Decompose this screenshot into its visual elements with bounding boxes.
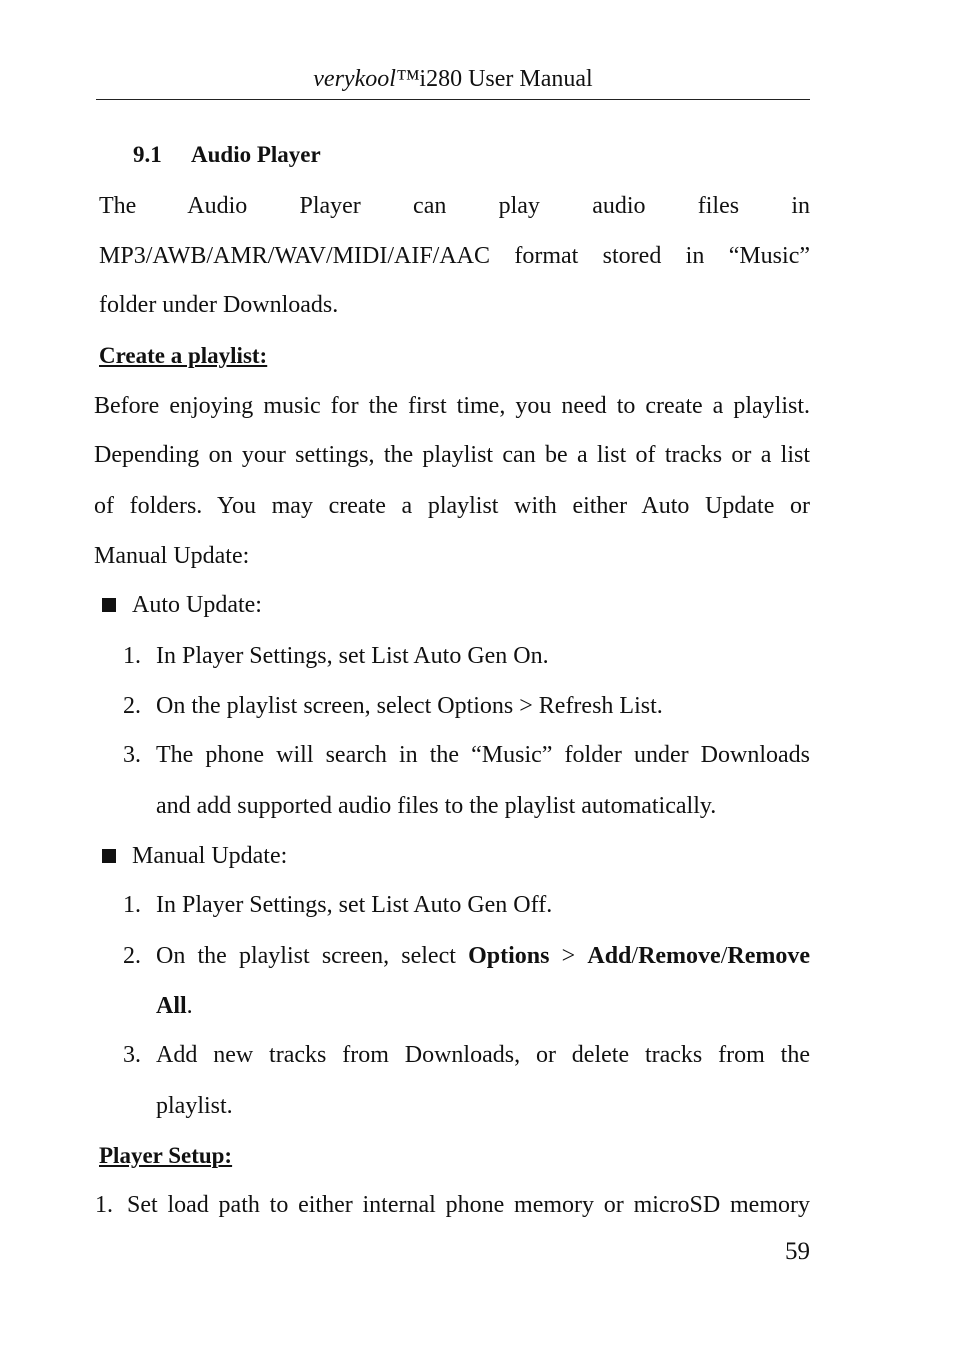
- auto-update-label: Auto Update:: [132, 592, 262, 618]
- section-number: 9.1: [133, 142, 162, 167]
- add-term: Add: [587, 943, 632, 969]
- auto-item-3-text-line-1: The phone will search in the “Music” folder under Downloads: [156, 742, 810, 768]
- header-title: i280 User Manual: [419, 66, 593, 92]
- section-heading: [133, 140, 321, 170]
- manual-item-2-number: 2.: [123, 943, 141, 969]
- manual-item-3-number: 3.: [123, 1042, 141, 1068]
- intro-line-1: The Audio Player can play audio files in: [99, 193, 811, 219]
- remove-term: Remove: [638, 943, 721, 969]
- intro-line-3: folder under Downloads.: [99, 292, 339, 318]
- header-rule: [96, 99, 810, 100]
- manual-item-3-text-line-2: playlist.: [156, 1093, 233, 1119]
- create-playlist-heading: Create a playlist:: [99, 343, 268, 368]
- create-paragraph-line-4: Manual Update:: [94, 543, 250, 569]
- manual-item-2-text-line-1: On the playlist screen, select Options > Add/Remove/Remove: [156, 943, 811, 969]
- manual-item-2-text-line-2: All.: [156, 993, 193, 1019]
- running-header: [96, 66, 810, 93]
- intro-line-2: MP3/AWB/AMR/WAV/MIDI/AIF/AAC format stored in “Music”: [99, 243, 810, 269]
- auto-item-2-text: On the playlist screen, select Options > Refresh List.: [156, 693, 663, 719]
- create-paragraph-line-3: of folders. You may create a playlist with either Auto Update or: [94, 493, 810, 519]
- square-bullet-icon: [102, 598, 116, 612]
- create-paragraph-line-2: Depending on your settings, the playlist can be a list of tracks or a list: [94, 442, 810, 468]
- auto-item-3-number: 3.: [123, 742, 141, 768]
- manual-item-1-number: 1.: [123, 892, 141, 918]
- player-setup-heading: Player Setup:: [99, 1143, 233, 1168]
- page-number: 59: [785, 1238, 810, 1265]
- square-bullet-icon: [102, 849, 116, 863]
- header-brand: verykool™: [313, 66, 420, 92]
- manual-item-3-text-line-1: Add new tracks from Downloads, or delete tracks from the: [156, 1042, 810, 1068]
- auto-item-3-text-line-2: and add supported audio files to the playlist automatically.: [156, 793, 717, 819]
- setup-item-1-number: 1.: [95, 1192, 113, 1218]
- create-paragraph-line-1: Before enjoying music for the first time, you need to create a playlist.: [94, 393, 810, 419]
- options-term: Options: [468, 943, 550, 969]
- setup-item-1-text: Set load path to either internal phone memory or microSD memory: [127, 1192, 810, 1218]
- section-title: Audio Player: [191, 142, 321, 167]
- manual-item-1-text: In Player Settings, set List Auto Gen Off.: [156, 892, 553, 918]
- auto-item-1-number: 1.: [123, 643, 141, 669]
- auto-item-1-text: In Player Settings, set List Auto Gen On.: [156, 643, 549, 669]
- remove-all-term: Remove: [727, 943, 811, 969]
- auto-item-2-number: 2.: [123, 693, 141, 719]
- manual-update-label: Manual Update:: [132, 843, 288, 869]
